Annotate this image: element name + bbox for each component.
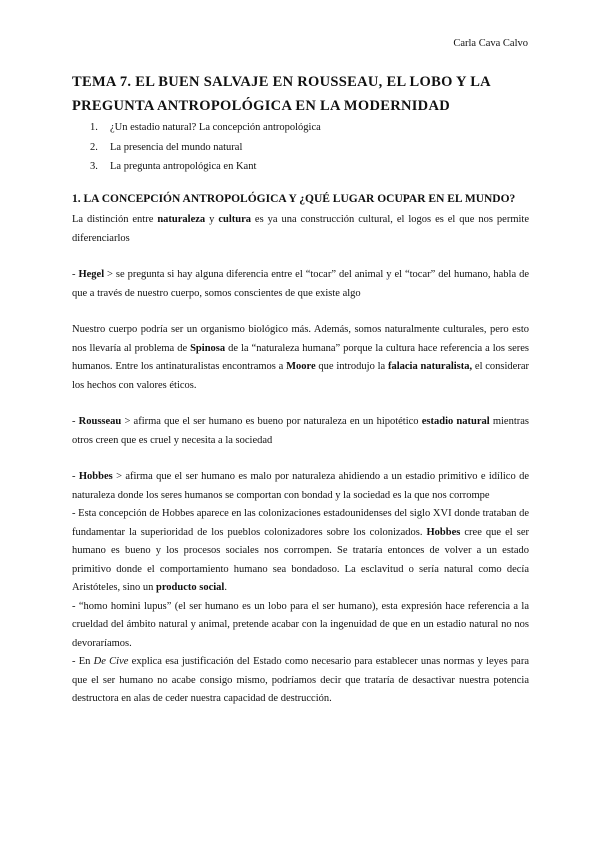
table-of-contents [90,118,321,177]
toc-number: 3. [90,161,98,172]
bold-term: Hobbes [78,471,113,482]
text-run: - Esta concepción de Hobbes aparece en las colonizaciones estadounidenses del siglo XVI donde trataban de fundamentar la superioridad de los pueblos colonizadores sobre los colonizados. [72,508,529,538]
text-run: > afirma que el ser humano es malo por naturaleza ahidiendo a un estadio primitivo e idílico de naturaleza donde los seres humanos se comportan con bondad y la sociedad es la que nos corrompe [72,471,529,501]
text-run: mientras otros creen que es cruel y necesita a la sociedad [72,416,529,446]
text-run: > afirma que el ser humano es bueno por naturaleza en un hipotético [121,416,422,427]
bold-term: estadio natural [421,416,490,427]
paragraph-de-cive [72,653,529,709]
paragraph-colonization [72,505,529,598]
text-run: y [205,214,219,225]
bold-term: producto social [156,582,225,593]
text-run: explica esa justificación del Estado como necesario para establecer unas normas y leyes para que el ser humano no acabe consigo mismo, podríamos decir que trataría de desactivar nuestra potencia destructora en alas de ceder nuestra capacidad de destrucción. [72,656,529,704]
toc-text: La presencia del mundo natural [110,141,243,153]
section-heading: 1. LA CONCEPCIÓN ANTROPOLÓGICA Y ¿QUÉ LUGAR OCUPAR EN EL MUNDO? [72,193,516,205]
text-run: - “homo homini lupus” (el ser humano es un lobo para el ser humano), esta expresión hace referencia a la crueldad del ámbito natural y animal, pretende acabar con la ingenuidad de que en un estadio natural no nos devoraríamos. [72,600,529,649]
text-run: de la “naturaleza humana” porque la cultura hace referencia a los seres humanos. Entre los antinaturalistas encontramos a [72,342,529,372]
bold-term: naturaleza [157,214,206,225]
text-run: el considerar los hechos con valores éticos. [72,361,530,391]
bold-term: Moore [286,361,316,372]
toc-number: 2. [90,141,98,153]
paragraph-nature-culture [72,211,529,248]
toc-item [90,138,321,158]
text-run: cree que el ser humano es bueno y los procesos sociales nos corrompen. Se trataría entonces de volver a un estado primitivo donde el comportamiento humano sea bondadoso. La esclavitud o sería natural como decía Aristóteles, sino un [72,526,529,593]
document-title: TEMA 7. EL BUEN SALVAJE EN ROUSSEAU, EL LOBO Y LA PREGUNTA ANTROPOLÓGICA EN LA MODERNIDAD [72,74,491,114]
bold-term: Hegel [78,269,105,280]
paragraph-rousseau [72,413,529,450]
text-run: - En [72,656,94,667]
text-run: . [224,582,227,593]
toc-item [90,118,321,138]
text-run: Nuestro cuerpo podría ser un organismo biológico más. Además, somos naturalmente culturales, pero esto nos llevaría al problema de [72,324,529,354]
text-run: - [72,471,79,482]
text-run: que introdujo la [315,361,388,372]
toc-text: La pregunta antropológica en Kant [110,161,257,172]
text-run: es ya una construcción cultural, el logos es el que nos permite diferenciarlos [72,214,529,244]
text-run: - [72,269,79,280]
text-run: - [72,416,79,427]
document-body [72,211,529,709]
toc-item [90,157,321,177]
paragraph-body-organism [72,321,529,395]
toc-number: 1. [90,122,98,133]
paragraph-hegel [72,266,529,303]
text-run: > se pregunta si hay alguna diferencia entre el “tocar” del animal y el “tocar” del humano, habla de que a través de nuestro cuerpo, somos conscientes de que existe algo [72,269,529,299]
author-name: Carla Cava Calvo [453,38,528,49]
bold-term: Spinosa [190,342,226,354]
text-run: La distinción entre [72,214,158,225]
bold-term: Rousseau [78,416,122,427]
bold-term: Hobbes [426,526,461,538]
bold-term: cultura [218,214,251,225]
paragraph-hobbes [72,468,529,505]
paragraph-homo-homini-lupus [72,598,529,654]
italic-title: De Cive [93,656,129,667]
toc-text: ¿Un estadio natural? La concepción antropológica [110,122,321,133]
bold-term: falacia naturalista, [387,361,473,372]
